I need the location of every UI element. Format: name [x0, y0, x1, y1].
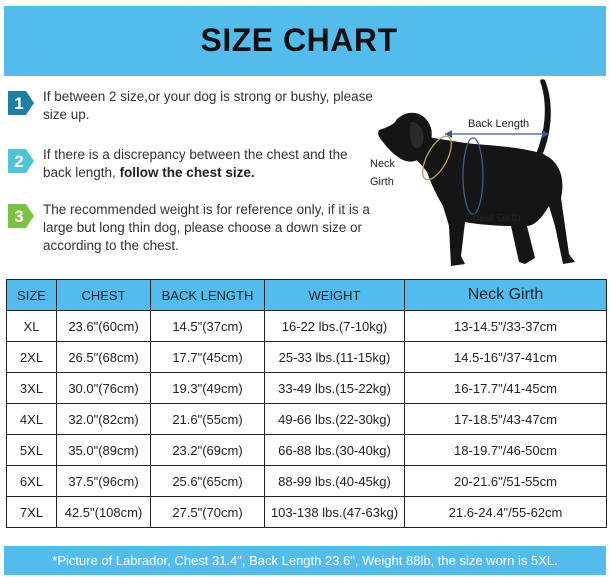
- number-badge-icon: [6, 146, 36, 176]
- cell-weight: 16-22 lbs.(7-10kg): [265, 311, 405, 342]
- col-header-back-length: BACK LENGTH: [151, 280, 265, 311]
- tip-2: [6, 146, 376, 186]
- tip-3: [6, 201, 376, 259]
- table-row: [7, 435, 607, 466]
- cell-size: 4XL: [7, 404, 57, 435]
- cell-weight: 25-33 lbs.(11-15kg): [265, 342, 405, 373]
- col-header-weight: WEIGHT: [265, 280, 405, 311]
- cell-size: 5XL: [7, 435, 57, 466]
- table-header-row: [7, 280, 607, 311]
- col-header-neck-girth: Neck Girth: [405, 280, 607, 311]
- cell-back-length: 19.3"(49cm): [151, 373, 265, 404]
- cell-weight: 88-99 lbs.(40-45kg): [265, 466, 405, 497]
- tip-number: 2: [14, 152, 24, 171]
- cell-back-length: 27.5"(70cm): [151, 497, 265, 528]
- cell-neck-girth: 18-19.7"/46-50cm: [405, 435, 607, 466]
- number-badge-icon: [6, 88, 36, 118]
- table-row: [7, 497, 607, 528]
- cell-size: XL: [7, 311, 57, 342]
- cell-back-length: 23.2"(69cm): [151, 435, 265, 466]
- table-row: [7, 342, 607, 373]
- number-badge-icon: [6, 201, 36, 231]
- dog-measurement-diagram: [365, 76, 605, 276]
- cell-neck-girth: 16-17.7"/41-45cm: [405, 373, 607, 404]
- tip-text: If there is a discrepancy between the chest and the back length, follow the chest size.: [43, 147, 348, 180]
- cell-back-length: 14.5"(37cm): [151, 311, 265, 342]
- size-table: [6, 279, 606, 528]
- cell-chest: 30.0"(76cm): [57, 373, 151, 404]
- neck-girth-label-line2: Girth: [370, 176, 394, 188]
- cell-chest: 42.5"(108cm): [57, 497, 151, 528]
- col-header-size: SIZE: [7, 280, 57, 311]
- cell-weight: 49-66 lbs.(22-30kg): [265, 404, 405, 435]
- title-banner: [4, 6, 606, 76]
- cell-weight: 103-138 lbs.(47-63kg): [265, 497, 405, 528]
- cell-neck-girth: 20-21.6"/51-55cm: [405, 466, 607, 497]
- cell-neck-girth: 17-18.5"/43-47cm: [405, 404, 607, 435]
- tip-text: The recommended weight is for reference only, if it is a large but long thin dog, please choose a down size or according to the chest.: [43, 202, 370, 253]
- cell-weight: 66-88 lbs.(30-40kg): [265, 435, 405, 466]
- cell-size: 6XL: [7, 466, 57, 497]
- tip-bold-text: follow the chest size.: [119, 165, 255, 180]
- cell-back-length: 21.6"(55cm): [151, 404, 265, 435]
- table-row: [7, 373, 607, 404]
- tip-number: 1: [14, 94, 24, 113]
- chest-girth-label: Chest Girth: [465, 212, 521, 224]
- back-length-label: Back Length: [468, 118, 530, 130]
- cell-chest: 35.0"(89cm): [57, 435, 151, 466]
- cell-weight: 33-49 lbs.(15-22kg): [265, 373, 405, 404]
- cell-neck-girth: 21.6-24.4"/55-62cm: [405, 497, 607, 528]
- footer-note: *Picture of Labrador, Chest 31.4", Back Length 23.6", Weight 88lb, the size worn is 5XL.: [52, 553, 558, 568]
- tip-text: If between 2 size,or your dog is strong or bushy, please size up.: [43, 89, 373, 122]
- cell-chest: 37.5"(96cm): [57, 466, 151, 497]
- table-row: [7, 466, 607, 497]
- cell-back-length: 25.6"(65cm): [151, 466, 265, 497]
- tip-number: 3: [14, 207, 24, 226]
- cell-chest: 23.6"(60cm): [57, 311, 151, 342]
- cell-back-length: 17.7"(45cm): [151, 342, 265, 373]
- cell-size: 7XL: [7, 497, 57, 528]
- cell-neck-girth: 13-14.5"/33-37cm: [405, 311, 607, 342]
- cell-size: 3XL: [7, 373, 57, 404]
- dog-silhouette-icon: [365, 76, 605, 276]
- page-title: SIZE CHART: [200, 22, 398, 58]
- table-row: [7, 311, 607, 342]
- tip-1: [6, 88, 376, 128]
- cell-chest: 32.0"(82cm): [57, 404, 151, 435]
- neck-girth-label-line1: Neck: [370, 158, 396, 170]
- table-row: [7, 404, 607, 435]
- footer-note-bar: [4, 546, 606, 575]
- col-header-chest: CHEST: [57, 280, 151, 311]
- cell-chest: 26.5"(68cm): [57, 342, 151, 373]
- cell-neck-girth: 14.5-16"/37-41cm: [405, 342, 607, 373]
- cell-size: 2XL: [7, 342, 57, 373]
